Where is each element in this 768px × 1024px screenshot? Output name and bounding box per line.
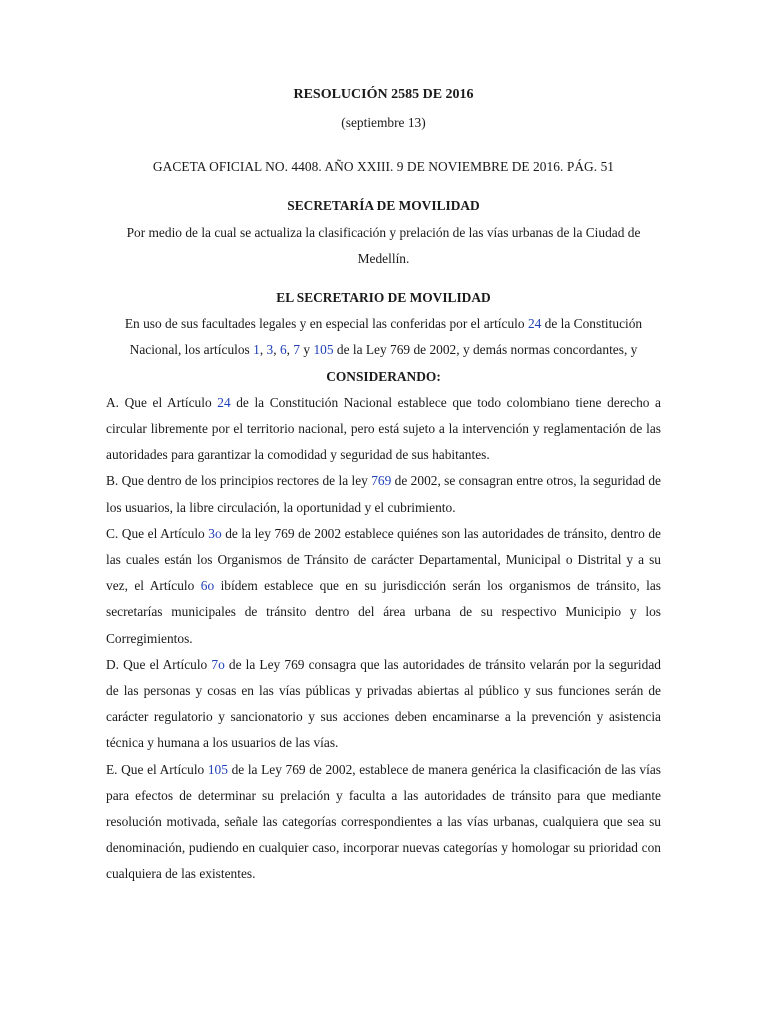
link-articulo-6[interactable]: 6 <box>279 342 287 358</box>
paragraph-text: E. Que el Artículo <box>106 761 208 777</box>
official-heading: EL SECRETARIO DE MOVILIDAD <box>276 290 491 306</box>
link-articulo-24[interactable]: 24 <box>217 394 231 410</box>
link-articulo-7[interactable]: 7 <box>293 342 301 358</box>
paragraph-text: de la Constitución Nacional establece que todo colombiano tiene derecho a circular libremente por el territorio nacional, pero está sujeto a la intervención y reglamentación de las autoridades para garantizar la comodidad y seguridad de sus habitantes. <box>106 394 661 463</box>
preamble <box>106 311 661 363</box>
paragraph-c <box>106 521 661 652</box>
resolution-title: RESOLUCIÓN 2585 DE 2016 <box>293 87 474 102</box>
link-articulo-105[interactable]: 105 <box>207 761 228 777</box>
preamble-text: y <box>300 342 314 358</box>
paragraph-text: B. Que dentro de los principios rectores de la ley <box>106 473 372 489</box>
preamble-text: En uso de sus facultades legales y en especial las conferidas por el artículo <box>124 316 528 332</box>
link-articulo-6o[interactable]: 6o <box>200 578 215 594</box>
paragraph-a <box>106 390 661 469</box>
paragraph-text: de la Ley 769 consagra que las autoridades de tránsito velarán por la seguridad de las personas y cosas en las vías públicas y privadas abiertas al público y sus funciones serán de carácter regulatorio y sancionatorio y sus acciones deben encaminarse a la prevención y asistencia técnica y humana a los usuarios de las vías. <box>106 656 661 751</box>
preamble-text: , <box>259 342 267 358</box>
preamble-text: , <box>286 342 294 358</box>
link-articulo-1[interactable]: 1 <box>253 342 260 358</box>
resolution-summary: Por medio de la cual se actualiza la clasificación y prelación de las vías urbanas de la Ciudad de Medellín. <box>126 224 641 266</box>
paragraph-b <box>106 468 661 520</box>
paragraph-d <box>106 652 661 757</box>
paragraph-text: A. Que el Artículo <box>106 394 218 410</box>
considerando-body <box>106 390 661 888</box>
preamble-text: , <box>273 342 280 358</box>
preamble-text: de la Ley 769 de 2002, y demás normas concordantes, y <box>333 342 638 358</box>
link-articulo-7o[interactable]: 7o <box>211 656 225 672</box>
link-articulo-105[interactable]: 105 <box>313 342 334 358</box>
paragraph-text: de la ley 769 de 2002 establece quiénes son las autoridades de tránsito, dentro de las cuales están los Organismos de Tránsito de carácter Departamental, Municipal o Distrital y a su vez, el Artículo <box>106 525 661 594</box>
resolution-date: (septiembre 13) <box>341 115 426 130</box>
paragraph-e <box>106 757 661 888</box>
paragraph-text: C. Que el Artículo <box>106 525 209 541</box>
paragraph-text: de 2002, se consagran entre otros, la seguridad de los usuarios, la libre circulación, la oportunidad y el cubrimiento. <box>106 473 661 515</box>
link-articulo-3[interactable]: 3 <box>266 342 274 358</box>
considerando-heading: CONSIDERANDO: <box>326 368 441 384</box>
link-ley-769[interactable]: 769 <box>371 473 392 489</box>
paragraph-text: D. Que el Artículo <box>106 656 212 672</box>
preamble-text: de la Constitución Nacional, los artículos <box>129 316 643 358</box>
gaceta-reference: GACETA OFICIAL NO. 4408. AÑO XXIII. 9 DE NOVIEMBRE DE 2016. PÁG. 51 <box>152 159 615 175</box>
link-articulo-24[interactable]: 24 <box>527 316 542 332</box>
department-heading: SECRETARÍA DE MOVILIDAD <box>287 198 480 214</box>
paragraph-text: ibídem establece que en su jurisdicción serán los organismos de tránsito, las secretarías municipales de tránsito dentro del área urbana de su respectivo Municipio y los Corregimientos. <box>106 578 661 646</box>
paragraph-text: de la Ley 769 de 2002, establece de manera genérica la clasificación de las vías para efectos de determinar su prelación y faculta a las autoridades de tránsito para que mediante resolución motivada, señale las categorías correspondientes a las vías urbanas, cualquiera que sea su denominación, pudiendo en cualquier caso, incorporar nuevas categorías y homologar su prioridad con cualquiera de las existentes. <box>106 761 662 882</box>
document-page <box>106 82 661 888</box>
link-articulo-3o[interactable]: 3o <box>208 525 222 541</box>
